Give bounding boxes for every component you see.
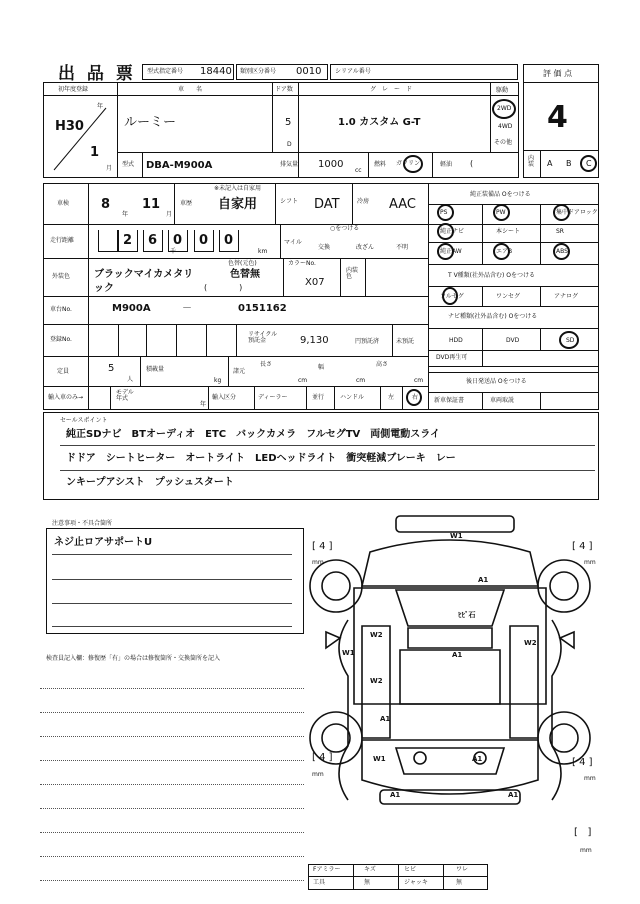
hgt-cm: cm bbox=[414, 377, 424, 384]
interior-color-label: 内装 色 bbox=[346, 267, 359, 280]
history-value: 自家用 bbox=[218, 197, 258, 212]
tire-spare-mm: mm bbox=[580, 847, 592, 854]
score-label: 評 価 点 bbox=[543, 69, 573, 78]
wid-cm: cm bbox=[356, 377, 366, 384]
ac-label: 冷房 bbox=[357, 198, 370, 205]
tv-analog: アナログ bbox=[554, 293, 579, 300]
equipment-item: 本シート bbox=[496, 228, 521, 235]
equipment-circle bbox=[553, 204, 570, 221]
tv-oneseg: ワンセグ bbox=[496, 293, 521, 300]
recycle-unit: 円預託済 bbox=[355, 338, 380, 345]
import-parallel: 並行 bbox=[312, 394, 325, 401]
disp-label: 排気量 bbox=[280, 161, 299, 168]
after-warranty: 新車保証書 bbox=[434, 397, 465, 404]
sales-line-2: ドドア シートヒーター オートライト LEDヘッドライト 衝突軽減ブレーキ レー bbox=[66, 453, 456, 464]
chassis-dash: － bbox=[182, 303, 192, 314]
equipment-item: 集中ドアロック bbox=[556, 209, 598, 216]
handle-right: 右 bbox=[412, 394, 419, 401]
drive-4wd: 4WD bbox=[498, 123, 513, 130]
unpaid-label: 未預託 bbox=[396, 338, 415, 345]
inspector-line bbox=[40, 736, 304, 737]
notes-label: 注意事項・不具合箇所 bbox=[52, 520, 113, 527]
legend-header: キズ bbox=[364, 866, 376, 873]
navi-sd: SD bbox=[566, 337, 575, 344]
inspector-line bbox=[40, 784, 304, 785]
inspection-year-unit: 年 bbox=[122, 211, 129, 218]
after-manual: 車両取説 bbox=[490, 397, 515, 404]
reg-year: H30 bbox=[55, 119, 84, 134]
fuel-label: 燃料 bbox=[374, 161, 387, 168]
legend-header: ヒビ bbox=[404, 866, 417, 873]
reg-month: 1 bbox=[90, 145, 100, 160]
inspector-line bbox=[40, 712, 304, 713]
inspector-line bbox=[40, 832, 304, 833]
equipment-circle bbox=[493, 243, 513, 260]
car-label: 車 名 bbox=[178, 86, 203, 93]
equipment-item: エアB bbox=[496, 248, 513, 255]
inspector-line bbox=[40, 808, 304, 809]
odometer-cell bbox=[98, 230, 118, 252]
notes-line-1: ネジ止ロアサポートU bbox=[54, 537, 153, 548]
equipment-circle bbox=[437, 223, 454, 240]
inspection-month-unit: 月 bbox=[166, 211, 173, 218]
color-code: X07 bbox=[305, 277, 325, 288]
odometer-digit: 2 bbox=[123, 233, 133, 248]
damage-mark: A1 bbox=[508, 791, 519, 799]
damage-mark: A1 bbox=[390, 791, 401, 799]
damage-mark: ﾋﾋﾞ石 bbox=[458, 611, 476, 619]
legend-value: 無 bbox=[364, 879, 371, 886]
shift-label: シフト bbox=[280, 198, 299, 205]
mileage-unit: km bbox=[258, 248, 268, 255]
load-unit: kg bbox=[214, 377, 222, 384]
odometer-digit: 6 bbox=[148, 233, 158, 248]
dvd-label: DVD再生可 bbox=[436, 354, 468, 361]
color-label: 外装色 bbox=[52, 273, 71, 280]
doors-value: 5 bbox=[285, 117, 292, 128]
equipment-item: PS bbox=[440, 209, 448, 216]
damage-mark: A1 bbox=[380, 715, 391, 723]
equipment-item: 純正AW bbox=[440, 248, 462, 255]
sales-label: セールスポイント bbox=[60, 417, 108, 424]
drive-label: 駆動 bbox=[496, 87, 509, 94]
fuel-circle bbox=[403, 155, 423, 173]
serial-label: シリアル番号 bbox=[335, 68, 371, 75]
inspection-label: 車検 bbox=[57, 200, 70, 207]
import-label: 輸入車のみ→ bbox=[48, 394, 84, 401]
navi-dvd: DVD bbox=[506, 337, 520, 344]
disp-value: 1000 bbox=[318, 159, 344, 170]
equipment-item: SR bbox=[556, 228, 564, 235]
car-model: DBA-M900A bbox=[146, 160, 213, 171]
tire-lf-mm: mm bbox=[312, 559, 324, 566]
len-cm: cm bbox=[298, 377, 308, 384]
color-value: ブラックマイカメタリ ック bbox=[94, 269, 194, 294]
sales-line-3: ンキープアシスト プッシュスタート bbox=[66, 477, 234, 488]
chassis-label: 車台No. bbox=[50, 306, 72, 313]
equipment-circle bbox=[553, 243, 570, 260]
equipment-item: ABS bbox=[556, 248, 568, 255]
history-note: ※未記入は自家用 bbox=[214, 185, 262, 192]
ac-value: AAC bbox=[389, 197, 416, 212]
history-label: 車歴 bbox=[180, 200, 193, 207]
mileage-tampered: 改ざん bbox=[356, 244, 375, 251]
mileage-label: 走行距離 bbox=[50, 237, 75, 244]
legend-header: Fアミラー bbox=[313, 866, 341, 873]
odometer-digit: 0 bbox=[173, 233, 183, 248]
regno-label: 登録No. bbox=[50, 336, 72, 343]
grade-value: 1.0 カスタム G-T bbox=[338, 117, 421, 128]
odometer-digit: 0 bbox=[199, 233, 209, 248]
capacity-label: 定員 bbox=[57, 368, 70, 375]
equipment-item: PW bbox=[496, 209, 506, 216]
chassis-model: M900A bbox=[112, 303, 151, 314]
capacity-unit: 人 bbox=[127, 376, 134, 383]
sales-line-1: 純正SDナビ BTオーディオ ETC バックカメラ フルセグTV 両側電動スライ bbox=[66, 429, 440, 440]
model-cert-no: 18440 bbox=[200, 66, 232, 77]
model-cert-label: 型式指定番号 bbox=[147, 68, 184, 75]
recycle-value: 9,130 bbox=[300, 335, 329, 346]
inspector-line bbox=[40, 760, 304, 761]
interior-c-circle bbox=[580, 155, 597, 172]
diesel-paren: ( bbox=[470, 159, 474, 168]
tv-fullseg: フルセグ bbox=[440, 293, 464, 300]
form-title: 出 品 票 bbox=[58, 64, 136, 84]
damage-mark: W1 bbox=[342, 649, 355, 657]
equipment-circle bbox=[437, 243, 454, 260]
tv-title: T V種類(社外品含む) Oをつける bbox=[448, 272, 535, 279]
reg-label: 初年度登録 bbox=[58, 86, 89, 93]
tire-rr: [ 4 ] bbox=[572, 757, 593, 768]
fuel-value: ガソリン bbox=[396, 160, 421, 167]
legend-value: ジャッキ bbox=[404, 879, 428, 886]
mileage-unknown: 不明 bbox=[396, 244, 409, 251]
legend-header: ワレ bbox=[456, 866, 469, 873]
color-code-label: カラーNo. bbox=[288, 260, 316, 267]
navi-title: ナビ種類(社外品含む) Oをつける bbox=[448, 313, 538, 320]
len-label: 長さ bbox=[260, 361, 273, 368]
inspector-line bbox=[40, 880, 304, 881]
equipment-title: 純正装備品 Oをつける bbox=[470, 191, 531, 198]
reg-month-unit: 月 bbox=[106, 165, 113, 172]
hgt-label: 高さ bbox=[376, 361, 389, 368]
car-name: ルーミー bbox=[124, 115, 177, 130]
color-change-label: 色替(元色) bbox=[228, 260, 257, 267]
inspector-line bbox=[40, 688, 304, 689]
equipment-item: 純正ナビ bbox=[440, 228, 465, 235]
handle-right-circle bbox=[406, 389, 422, 406]
diesel-label: 軽油 bbox=[440, 161, 453, 168]
handle-label: ハンドル bbox=[340, 394, 365, 401]
drive-2wd: 2WD bbox=[497, 105, 512, 112]
shift-value: DAT bbox=[314, 197, 340, 212]
reg-slash bbox=[48, 100, 113, 175]
wid-label: 幅 bbox=[318, 364, 325, 371]
navi-hdd: HDD bbox=[449, 337, 463, 344]
dim-label: 諸元 bbox=[233, 368, 246, 375]
handle-left: 左 bbox=[388, 394, 395, 401]
mileage-note: ○をつける bbox=[330, 225, 360, 232]
navi-sd-circle bbox=[559, 331, 579, 349]
tire-rf-mm: mm bbox=[584, 559, 596, 566]
recycle-label: リサイクル 預託金 bbox=[248, 331, 278, 344]
class-label: 類別区分番号 bbox=[240, 68, 277, 75]
inspection-year: 8 bbox=[101, 197, 111, 212]
class-no: 0010 bbox=[296, 66, 322, 77]
damage-mark: A1 bbox=[452, 651, 463, 659]
tire-lr: [ 4 ] bbox=[312, 752, 333, 763]
after-title: 後日発送品 Oをつける bbox=[466, 378, 527, 385]
legend-value: 無 bbox=[456, 879, 463, 886]
tire-lr-mm: mm bbox=[312, 771, 324, 778]
damage-mark: W2 bbox=[524, 639, 537, 647]
damage-mark: W1 bbox=[450, 532, 463, 540]
damage-mark: W2 bbox=[370, 631, 383, 639]
grade-label: グ レ ー ド bbox=[370, 86, 413, 93]
mileage-exchanged: 交換 bbox=[318, 244, 331, 251]
import-class-label: 輸入区分 bbox=[212, 394, 237, 401]
tire-spare: [ ] bbox=[574, 827, 592, 838]
tire-rr-mm: mm bbox=[584, 775, 596, 782]
equipment-circle bbox=[493, 204, 510, 221]
tire-rf: [ 4 ] bbox=[572, 541, 593, 552]
interior-a: A bbox=[547, 159, 553, 168]
inspector-label: 検査員記入欄：修復歴「有」の場合は修復箇所・交換箇所を記入 bbox=[46, 655, 221, 662]
load-label: 積載量 bbox=[146, 366, 165, 373]
color-paren: ( ) bbox=[204, 283, 243, 292]
tire-lf: [ 4 ] bbox=[312, 541, 333, 552]
model-year-label: モデル 年式 bbox=[116, 389, 134, 402]
drive-other: その他 bbox=[494, 139, 513, 146]
mile-label: マイル bbox=[284, 239, 302, 246]
import-year-unit: 年 bbox=[200, 401, 207, 408]
damage-mark: W2 bbox=[370, 677, 383, 685]
score-value: 4 bbox=[547, 100, 568, 135]
interior-label: 内 装 bbox=[528, 155, 535, 168]
interior-b: B bbox=[566, 159, 572, 168]
equipment-circle bbox=[437, 204, 454, 221]
import-dealer: ディーラー bbox=[258, 394, 288, 401]
doors-unit: D bbox=[287, 141, 292, 148]
inspection-month: 11 bbox=[142, 197, 161, 212]
chassis-number: 0151162 bbox=[238, 303, 287, 314]
odometer-digit: 0 bbox=[224, 233, 234, 248]
disp-unit: cc bbox=[355, 167, 362, 174]
reg-year-unit: 年 bbox=[97, 103, 104, 110]
damage-mark: A1 bbox=[472, 755, 483, 763]
legend-value: 工具 bbox=[313, 879, 326, 886]
damage-mark: W1 bbox=[373, 755, 386, 763]
inspector-line bbox=[40, 856, 304, 857]
model-label: 型式 bbox=[122, 161, 135, 168]
color-change-value: 色替無 bbox=[230, 269, 260, 280]
doors-label: ドア数 bbox=[275, 86, 293, 93]
car-diagram bbox=[300, 508, 600, 868]
capacity-value: 5 bbox=[108, 363, 115, 374]
interior-c: C bbox=[586, 159, 592, 168]
tv-fullseg-circle bbox=[442, 287, 458, 305]
drive-2wd-circle bbox=[492, 99, 516, 119]
mileage-thousand: 千 bbox=[170, 248, 177, 255]
damage-mark: A1 bbox=[478, 576, 489, 584]
